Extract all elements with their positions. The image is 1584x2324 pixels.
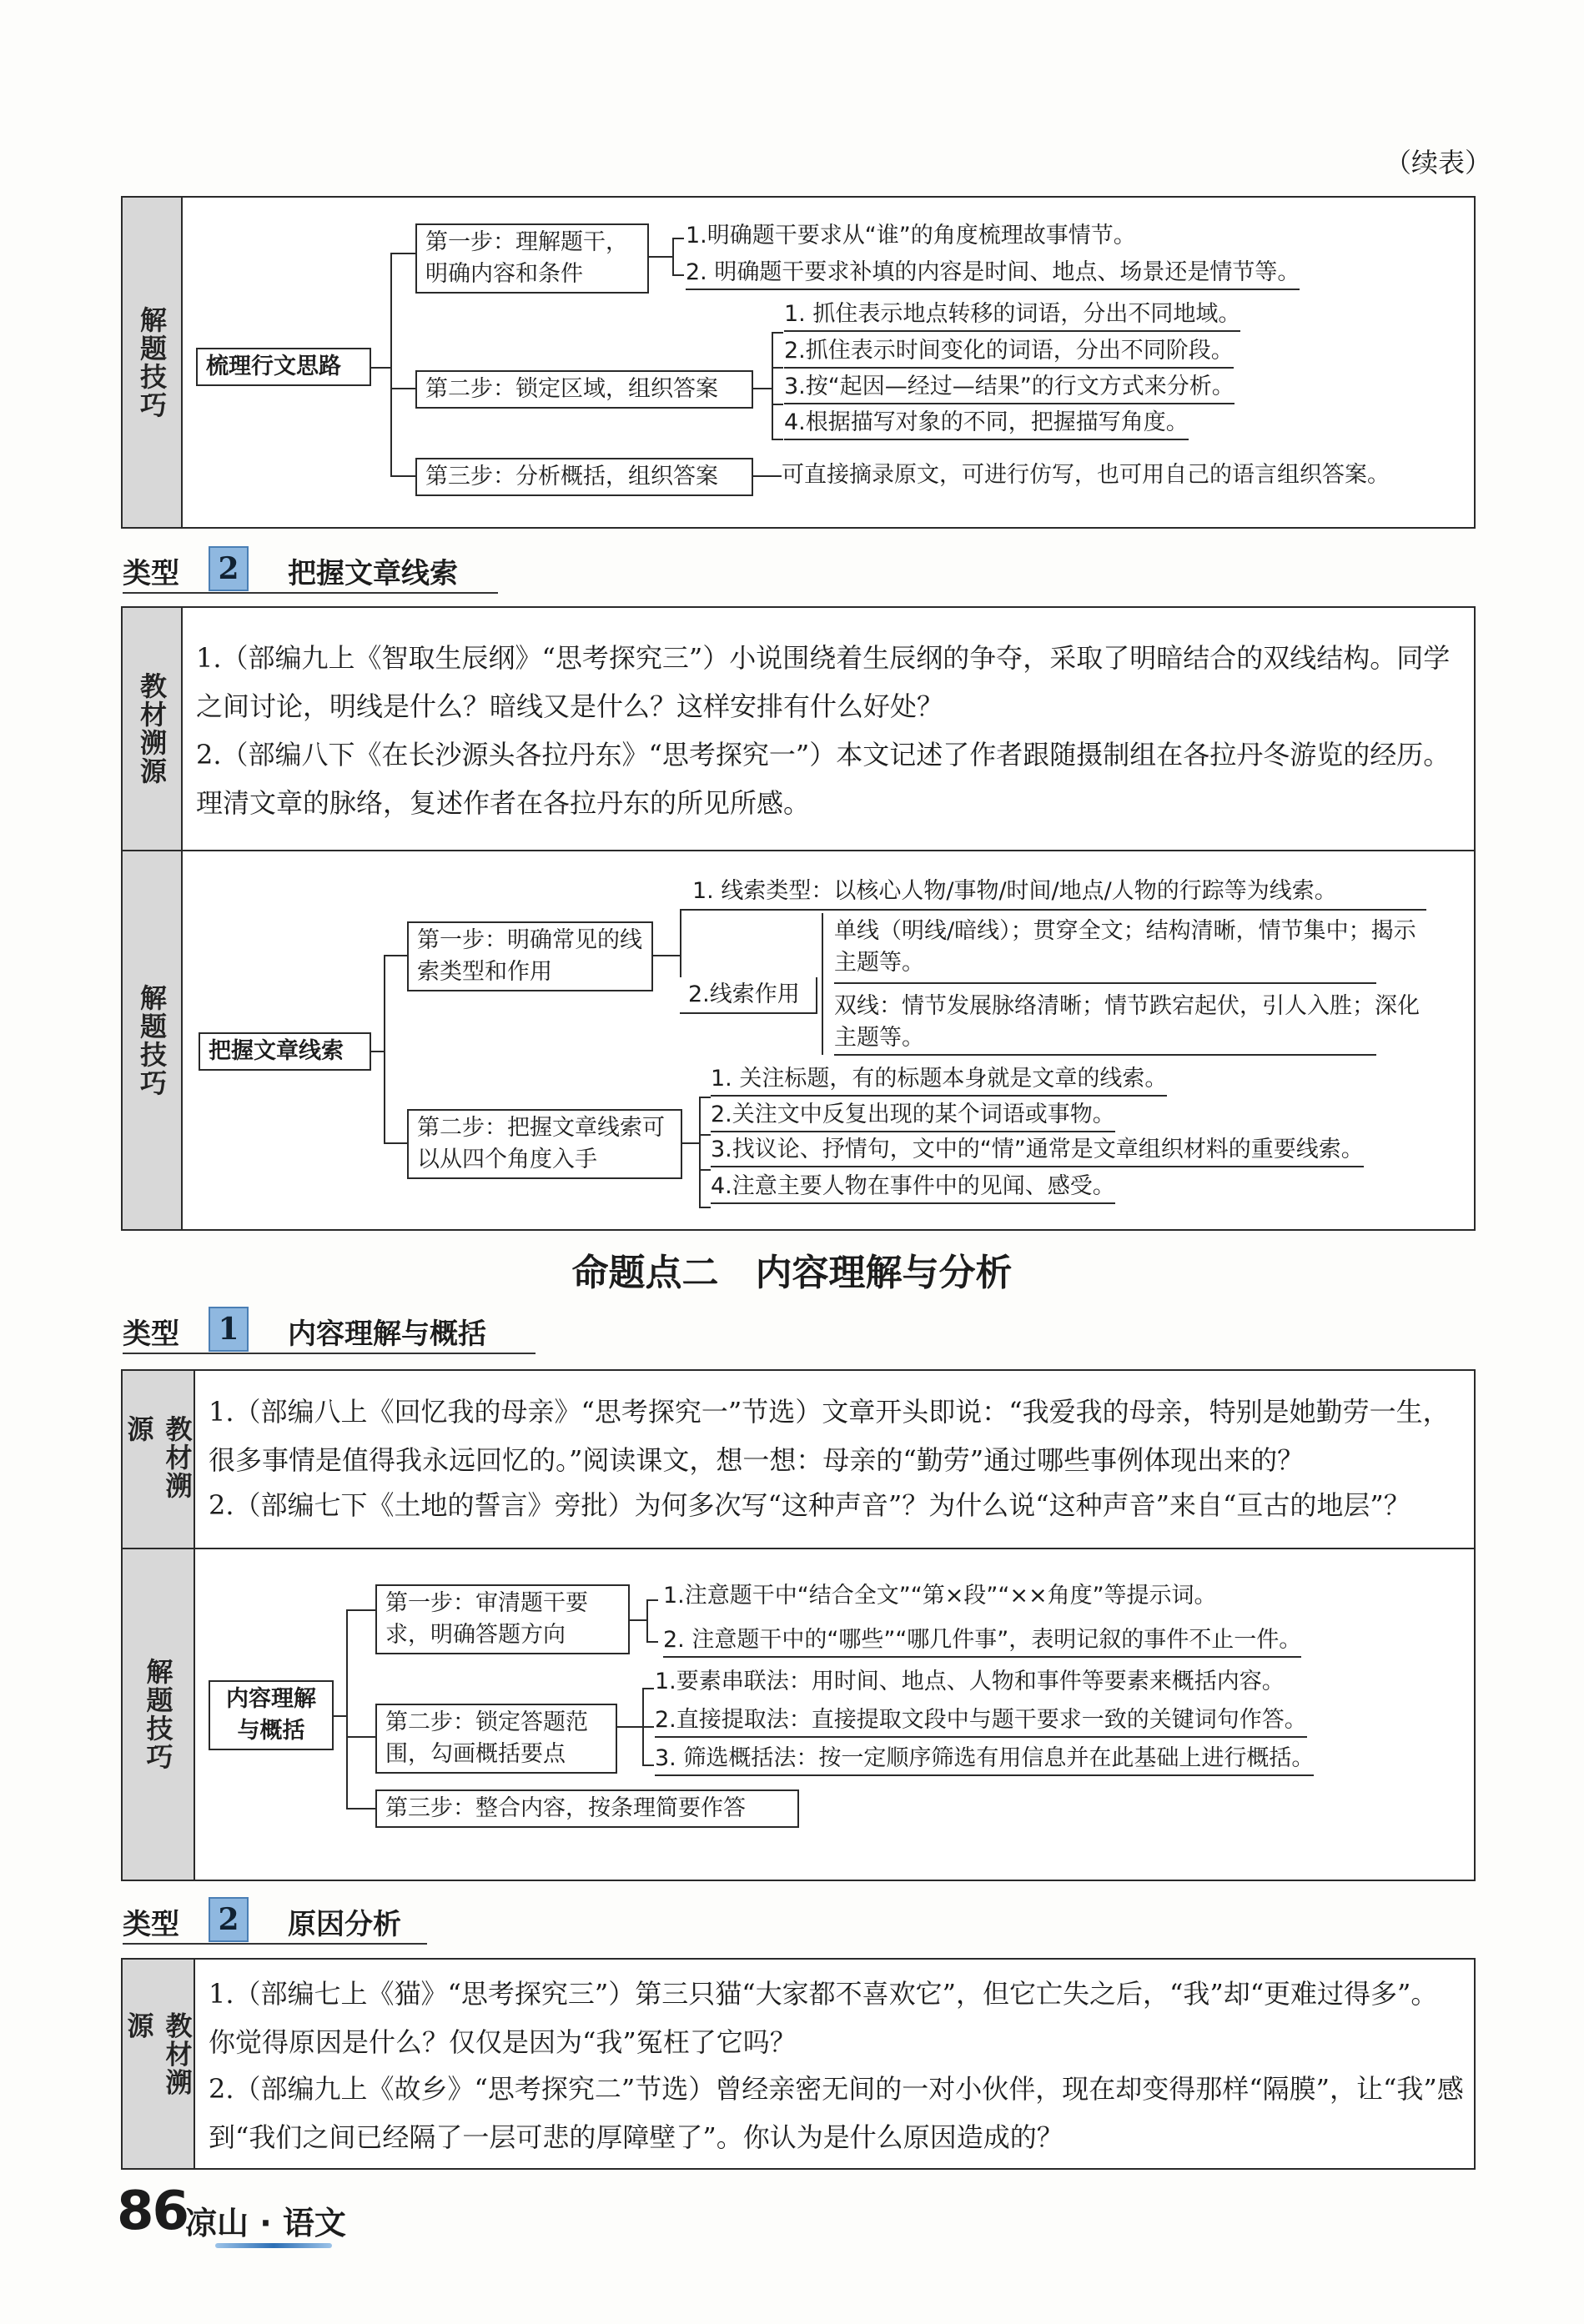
root-node-2: 把握文章线索 (199, 1032, 371, 1071)
side-label-source-2: 教材溯源 (123, 608, 183, 851)
type-number: 2 (209, 1897, 249, 1942)
source-item: 2.（部编七下《土地的誓言》旁批）为何多次写“这种声音”？为什么说“这种声音”来自“亘古的地层”？ (209, 1489, 1411, 1521)
book-title: 凉山 · 语文 (185, 2205, 346, 2241)
s2-step2-item: 1. 关注标题，有的标题本身就是文章的线索。 (711, 1063, 1167, 1097)
type-label: 类型 (123, 1908, 179, 1941)
step1-node-1: 第一步：理解题干，明确内容和条件 (415, 223, 649, 294)
s2-double: 双线：情节发展脉络清晰；情节跌宕起伏，引人入胜；深化主题等。 (834, 993, 1420, 1051)
side-label-source-4: 教材溯源 (123, 1960, 195, 2168)
s3-step1-item: 1.注意题干中“结合全文”“第×段”“××角度”等提示词。 (663, 1583, 1217, 1609)
type-label: 类型 (123, 1318, 179, 1351)
source-item: 1.（部编九上《智取生辰纲》“思考探究三”）小说围绕着生辰纲的争夺，采取了明暗结合的双线结构。同学之间讨论，明线是什么？暗线又是什么？这样安排有什么好处？ (196, 642, 1451, 722)
page-number: 86 (117, 2181, 189, 2242)
s3-step2-item: 1.要素串联法：用时间、地点、人物和事件等要素来概括内容。 (655, 1669, 1285, 1694)
step2-node-2: 第二步：把握文章线索可以从四个角度入手 (407, 1109, 682, 1179)
s3-step1-item: 2. 注意题干中的“哪些”“哪几件事”，表明记叙的事件不止一件。 (663, 1624, 1301, 1658)
step1-node-3: 第一步：审清题干要求，明确答题方向 (375, 1584, 630, 1654)
source-item: 1.（部编七上《猫》“思考探究三”）第三只猫“大家都不喜欢它”，但它亡失之后，“我”却“更难过得多”。你觉得原因是什么？仅仅是因为“我”冤枉了它吗？ (209, 1978, 1438, 2058)
s2-type-item: 1. 线索类型：以核心人物/事物/时间/地点/人物的行踪等为线索。 (692, 878, 1337, 904)
type-label: 类型 (123, 557, 179, 590)
s1-step2-item: 2.抓住表示时间变化的词语，分出不同阶段。 (784, 335, 1234, 369)
s3-step2-item: 2.直接提取法：直接提取文段中与题干要求一致的关键词句作答。 (655, 1704, 1307, 1738)
root-node-1: 梳理行文思路 (196, 348, 371, 386)
step3-node-1: 第三步：分析概括，组织答案 (415, 458, 753, 496)
continued-label: （续表） (1385, 147, 1492, 178)
type-number: 2 (209, 546, 249, 591)
s2-step2-item: 2.关注文中反复出现的某个词语或事物。 (711, 1099, 1115, 1132)
point2-title: 命题点二 内容理解与分析 (571, 1252, 1013, 1294)
step3-node-3: 第三步：整合内容，按条理简要作答 (375, 1789, 799, 1828)
s1-step3-item: 可直接摘录原文，可进行仿写，也可用自己的语言组织答案。 (782, 462, 1390, 488)
type-title: 内容理解与概括 (288, 1318, 486, 1351)
role-node: 2.线索作用 (680, 977, 817, 1014)
source-item: 1.（部编八上《回忆我的母亲》“思考探究一”节选）文章开头即说：“我爱我的母亲，特别是她勤劳一生，很多事情是值得我永远回忆的。”阅读课文，想一想：母亲的“勤劳”通过哪些事例体现出来的？ (209, 1396, 1450, 1476)
side-label-solve-2: 解题技巧 (123, 851, 183, 1229)
type-title: 原因分析 (288, 1908, 401, 1941)
source-item: 2.（部编八下《在长沙源头各拉丹东》“思考探究一”）本文记述了作者跟随摄制组在各拉丹冬游览的经历。理清文章的脉络，复述作者在各拉丹东的所见所感。 (196, 739, 1451, 819)
s1-step1-item: 2. 明确题干要求补填的内容是时间、地点、场景还是情节等。 (686, 257, 1300, 290)
side-label-solve-3: 解题技巧 (123, 1549, 195, 1880)
side-label-source-3: 教材溯源 (123, 1371, 195, 1549)
type-number: 1 (209, 1307, 249, 1352)
s2-single: 单线（明线/暗线）；贯穿全文；结构清晰，情节集中；揭示主题等。 (834, 918, 1416, 976)
s2-step2-item: 3.找议论、抒情句，文中的“情”通常是文章组织材料的重要线索。 (711, 1134, 1364, 1167)
type-title: 把握文章线索 (288, 557, 458, 590)
step2-node-1: 第二步：锁定区域，组织答案 (415, 370, 753, 409)
s1-step1-item: 1.明确题干要求从“谁”的角度梳理故事情节。 (686, 223, 1136, 248)
s1-step2-item: 4.根据描写对象的不同，把握描写角度。 (784, 407, 1189, 440)
root-node-3: 内容理解与概括 (209, 1680, 334, 1750)
s1-step2-item: 3.按“起因—经过—结果”的行文方式来分析。 (784, 371, 1235, 404)
side-label-1: 解题技巧 (123, 198, 183, 527)
s3-step2-item: 3. 筛选概括法：按一定顺序筛选有用信息并在此基础上进行概括。 (655, 1743, 1314, 1776)
step1-node-2: 第一步：明确常见的线索类型和作用 (407, 921, 653, 991)
step2-node-3: 第二步：锁定答题范围，勾画概括要点 (375, 1704, 617, 1774)
s2-step2-item: 4.注意主要人物在事件中的见闻、感受。 (711, 1171, 1115, 1204)
s1-step2-item: 1. 抓住表示地点转移的词语，分出不同地域。 (784, 299, 1240, 332)
source-item: 2.（部编九上《故乡》“思考探究二”节选）曾经亲密无间的一对小伙伴，现在却变得那样“隔膜”，让“我”感到“我们之间已经隔了一层可悲的厚障壁了”。你认为是什么原因造成的？ (209, 2073, 1464, 2153)
footer-accent-bar (215, 2243, 332, 2248)
